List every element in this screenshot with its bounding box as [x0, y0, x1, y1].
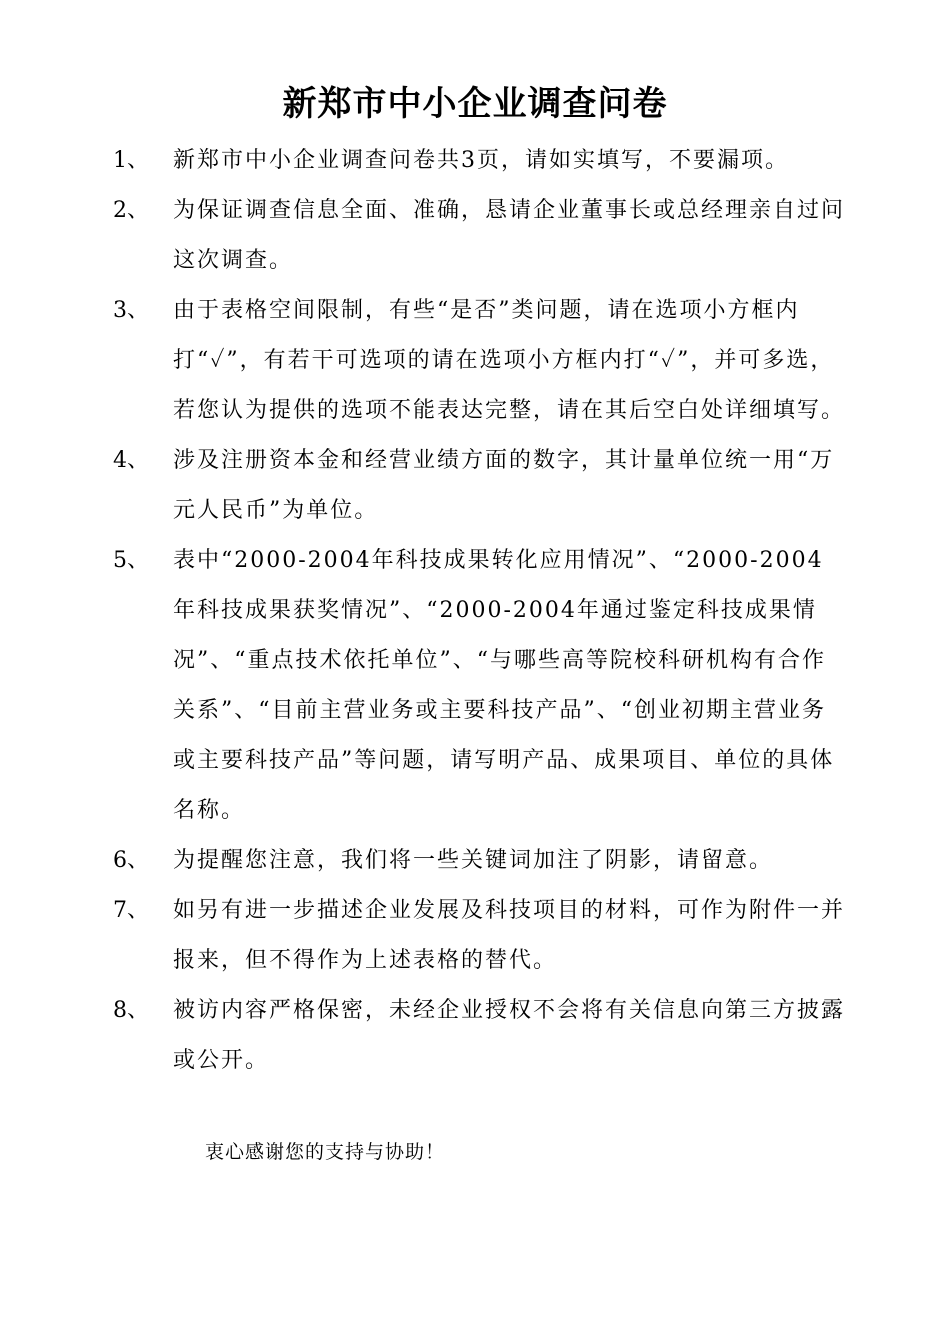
list-item: [0, 186, 950, 286]
item-text: 涉及注册资本金和经营业绩方面的数字，其计量单位统一用“万元人民币”为单位。: [173, 448, 835, 523]
list-item: [0, 436, 950, 536]
item-number: 5、: [113, 548, 149, 573]
item-text: 为提醒您注意，我们将一些关键词加注了阴影，请留意。: [173, 848, 774, 873]
item-text: 新郑市中小企业调查问卷共3页，请如实填写，不要漏项。: [173, 148, 789, 173]
instruction-list: [0, 136, 950, 1086]
list-item: [0, 286, 950, 436]
item-number: 1、: [113, 148, 149, 173]
item-number: 4、: [113, 448, 149, 473]
item-number: 8、: [113, 998, 149, 1023]
closing-thanks: 衷心感谢您的支持与协助！: [205, 1141, 446, 1163]
item-text: 被访内容严格保密，未经企业授权不会将有关信息向第三方披露或公开。: [173, 998, 846, 1073]
item-text: 表中“2000-2004年科技成果转化应用情况”、“2000-2004年科技成果获奖情况”、“2000-2004年通过鉴定科技成果情况”、“重点技术依托单位”、“与哪些高等院校科研机构有合作关系”、“目前主营业务或主要科技产品”、“创业初期主营业务或主要科技产品”等问题，请写明产品、成果项目、单位的具体名称。: [173, 548, 835, 823]
item-text: 如另有进一步描述企业发展及科技项目的材料，可作为附件一并报来，但不得作为上述表格的替代。: [173, 898, 846, 973]
list-item: [0, 136, 950, 186]
item-number: 2、: [113, 198, 149, 223]
list-item: [0, 836, 950, 886]
item-number: 3、: [113, 298, 149, 323]
list-item: [0, 986, 950, 1086]
item-text: 由于表格空间限制，有些“是否”类问题，请在选项小方框内打“✓”，有若干可选项的请在选项小方框内打“✓”，并可多选，若您认为提供的选项不能表达完整，请在其后空白处详细填写。: [173, 298, 846, 423]
item-text: 为保证调查信息全面、准确，恳请企业董事长或总经理亲自过问这次调查。: [173, 198, 846, 273]
item-number: 7、: [113, 898, 149, 923]
item-number: 6、: [113, 848, 149, 873]
list-item: [0, 536, 950, 836]
document-title: 新郑市中小企业调查问卷: [282, 84, 668, 124]
list-item: [0, 886, 950, 986]
